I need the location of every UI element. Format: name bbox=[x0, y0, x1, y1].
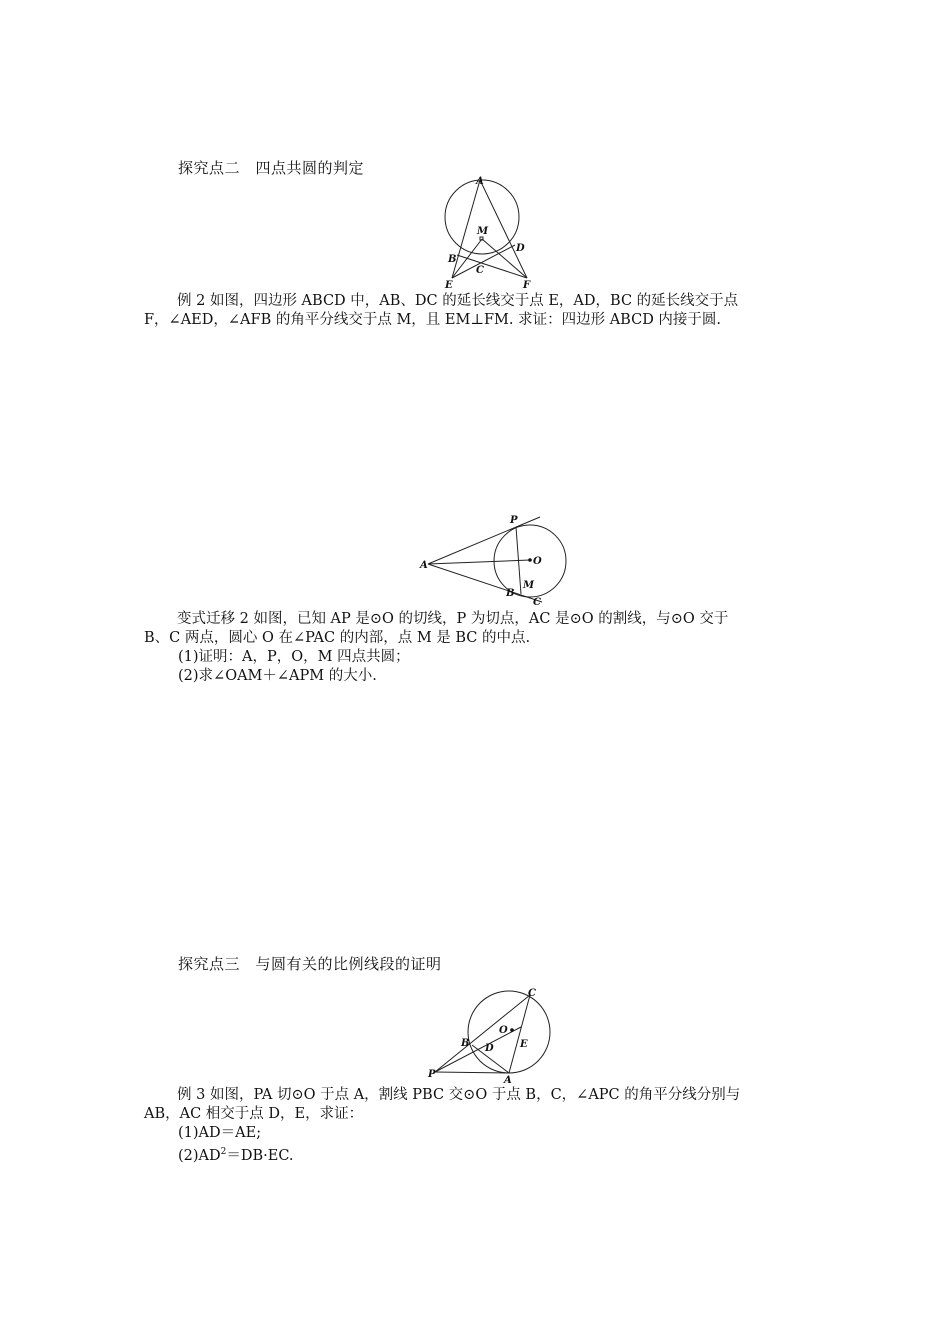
example3-line2: AB，AC 相交于点 D，E，求证： bbox=[144, 1106, 364, 1122]
bisector bbox=[435, 1027, 521, 1072]
label-C: C bbox=[476, 265, 484, 276]
chord-AC bbox=[509, 995, 530, 1073]
circle bbox=[445, 180, 519, 254]
label-P: P bbox=[510, 515, 518, 526]
example2-line2: F，∠AED，∠AFB 的角平分线交于点 M，且 EM⊥FM. 求证：四边形 ABCD 内接于圆. bbox=[144, 312, 722, 328]
label-B: B bbox=[506, 588, 515, 599]
label-O: O bbox=[499, 1025, 508, 1036]
variant2-text bbox=[144, 610, 808, 648]
label-B: B bbox=[448, 254, 457, 265]
label-A: A bbox=[476, 176, 484, 187]
label-A: A bbox=[420, 560, 428, 571]
variant2-line2: B、C 两点，圆心 O 在∠PAC 的内部，点 M 是 BC 的中点. bbox=[144, 630, 531, 646]
example3-line1: 例 3 如图，PA 切⊙O 于点 A，割线 PBC 交⊙O 于点 B，C，∠APC 的角平分线分别与 bbox=[177, 1087, 741, 1103]
center-dot bbox=[510, 1028, 514, 1032]
figure-cyclic-quadrilateral bbox=[440, 175, 550, 290]
center-dot bbox=[528, 558, 532, 562]
figure-bisector-tangent bbox=[425, 985, 565, 1085]
figure-tangent-secant bbox=[418, 512, 578, 612]
example3-item1: (1)AD＝AE; bbox=[178, 1125, 262, 1141]
label-E: E bbox=[445, 280, 453, 291]
line-AO bbox=[428, 560, 530, 564]
label-C: C bbox=[528, 988, 536, 999]
variant2-item2: (2)求∠OAM＋∠APM 的大小. bbox=[178, 668, 377, 684]
label-M: M bbox=[477, 226, 489, 237]
example3-text bbox=[144, 1086, 808, 1124]
tangent-PA bbox=[435, 1072, 509, 1073]
section3-heading: 探究点三 与圆有关的比例线段的证明 bbox=[178, 955, 442, 973]
circle-O bbox=[468, 991, 550, 1073]
example3-item2-sup: 2 bbox=[220, 1147, 227, 1157]
label-E: E bbox=[520, 1039, 528, 1050]
label-C: C bbox=[533, 597, 541, 608]
variant2-item1: (1)证明：A，P，O，M 四点共圆； bbox=[178, 649, 410, 665]
label-O: O bbox=[533, 556, 542, 567]
example3-item2-prefix: (2)AD bbox=[178, 1147, 221, 1164]
secant-PC bbox=[435, 995, 530, 1072]
example3-item2-suffix: ＝DB·EC. bbox=[226, 1147, 294, 1164]
right-angle-mark bbox=[480, 237, 483, 240]
section2-heading: 探究点二 四点共圆的判定 bbox=[178, 159, 365, 177]
label-P: P bbox=[428, 1069, 436, 1080]
example3-item2 bbox=[178, 1143, 294, 1166]
label-M: M bbox=[523, 580, 535, 591]
label-A: A bbox=[504, 1075, 512, 1086]
variant2-line1: 变式迁移 2 如图，已知 AP 是⊙O 的切线，P 为切点，AC 是⊙O 的割线，与⊙O 交于 bbox=[177, 611, 729, 627]
label-D: D bbox=[516, 243, 525, 254]
label-F: F bbox=[523, 280, 531, 291]
example2-line1: 例 2 如图，四边形 ABCD 中，AB、DC 的延长线交于点 E，AD，BC 的延长线交于点 bbox=[177, 293, 739, 309]
tangent-AP bbox=[428, 517, 540, 564]
example2-text bbox=[144, 292, 808, 330]
label-D: D bbox=[485, 1043, 494, 1054]
label-B: B bbox=[461, 1038, 470, 1049]
